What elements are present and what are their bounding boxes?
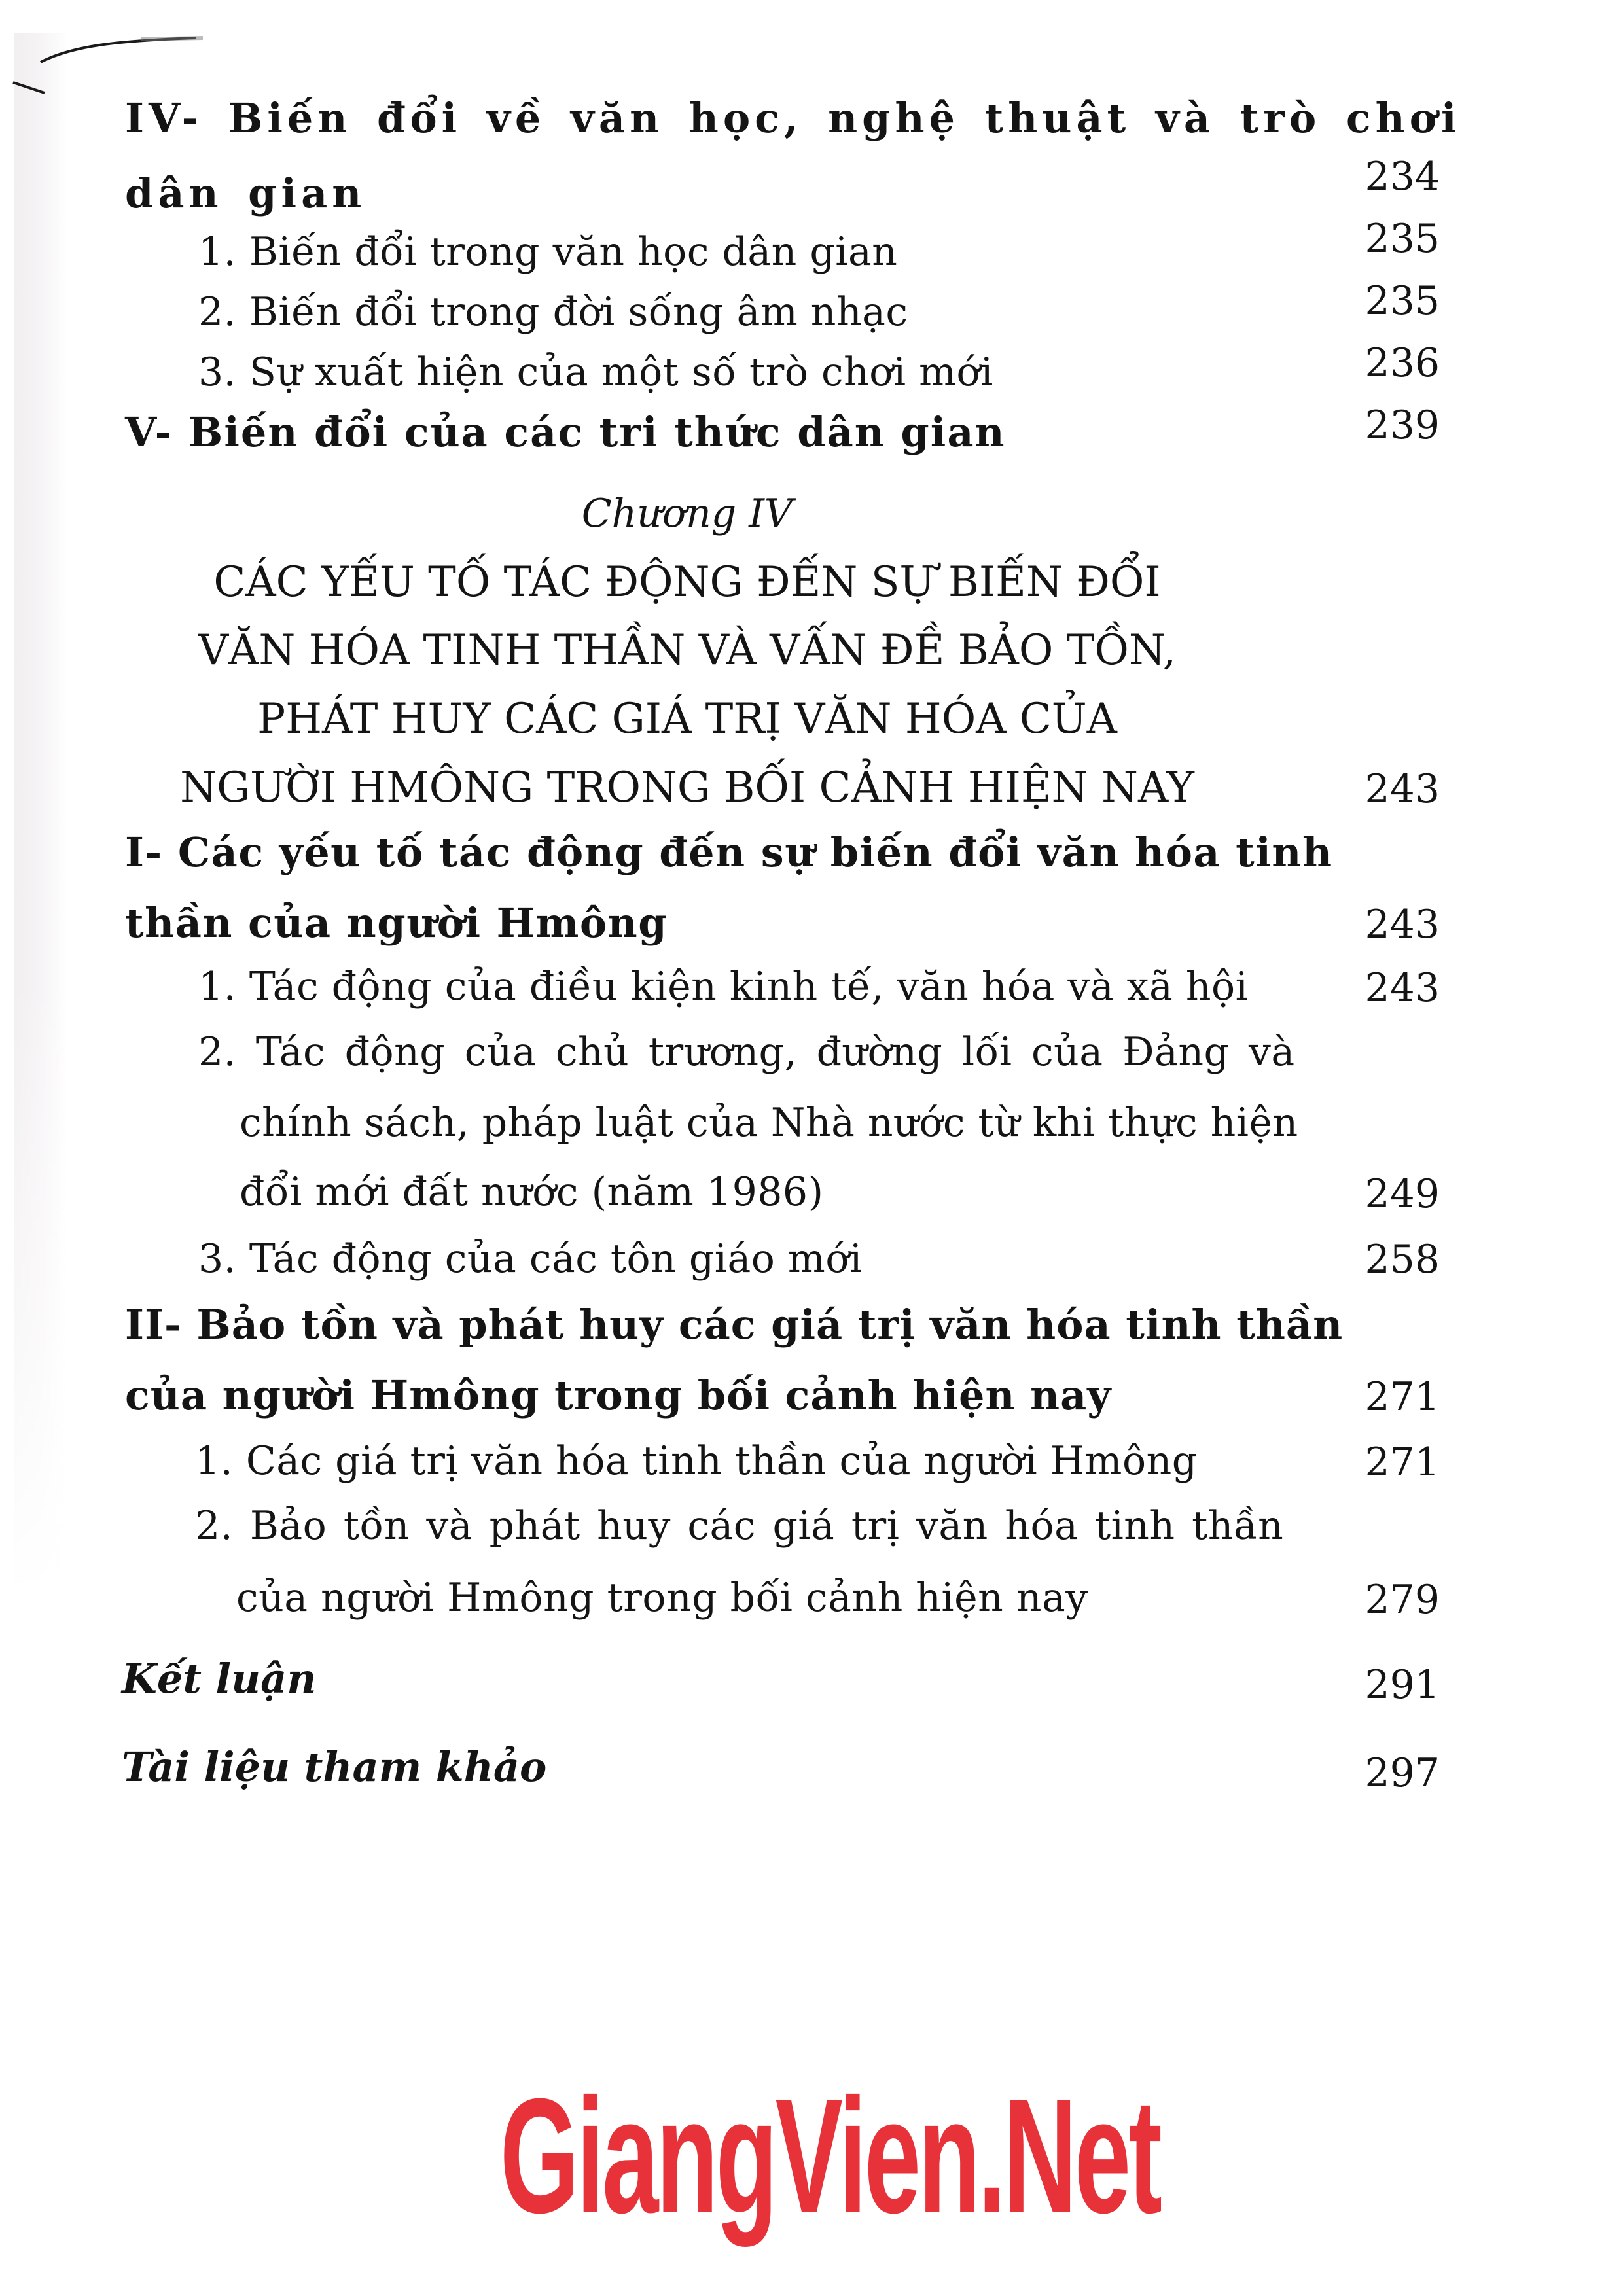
- toc-page-number: 236: [1364, 340, 1440, 386]
- toc-section-iv-title-line1[interactable]: IV- Biến đổi về văn học, nghệ thuật và trò chơi: [125, 94, 1461, 142]
- toc-page-number: 271: [1364, 1374, 1440, 1420]
- toc-section-v-title[interactable]: V- Biến đổi của các tri thức dân gian: [125, 408, 1006, 456]
- toc-item-i-1[interactable]: 1. Tác động của điều kiện kinh tế, văn hóa và xã hội: [198, 964, 1249, 1010]
- toc-page-number: 271: [1364, 1439, 1440, 1485]
- toc-section-i-title-line1[interactable]: I- Các yếu tố tác động đến sự biến đổi văn hóa tinh: [125, 828, 1333, 876]
- toc-section-iv-title-line2[interactable]: dân gian: [125, 169, 366, 217]
- toc-page-number: 279: [1364, 1577, 1440, 1623]
- chapter-title-line2[interactable]: VĂN HÓA TINH THẦN VÀ VẤN ĐỀ BẢO TỒN,: [198, 626, 1177, 675]
- watermark-logo: GiangVien.Net: [500, 2064, 1160, 2247]
- chapter-title-line3[interactable]: PHÁT HUY CÁC GIÁ TRỊ VĂN HÓA CỦA: [257, 695, 1117, 743]
- toc-section-i-title-line2[interactable]: thần của người Hmông: [125, 899, 668, 947]
- chapter-title-line1[interactable]: CÁC YẾU TỐ TÁC ĐỘNG ĐẾN SỰ BIẾN ĐỔI: [213, 558, 1161, 607]
- toc-item-ii-2-line1[interactable]: 2. Bảo tồn và phát huy các giá trị văn hóa tinh thần: [195, 1503, 1284, 1549]
- toc-page-number: 258: [1364, 1237, 1440, 1282]
- toc-section-ii-title-line2[interactable]: của người Hmông trong bối cảnh hiện nay: [125, 1371, 1112, 1419]
- toc-page-number: 235: [1364, 278, 1440, 324]
- toc-page-number: 239: [1364, 402, 1440, 448]
- toc-page-number: 297: [1364, 1750, 1440, 1796]
- toc-references[interactable]: Tài liệu tham khảo: [122, 1743, 547, 1791]
- toc-page-number: 291: [1364, 1662, 1440, 1708]
- toc-section-ii-title-line1[interactable]: II- Bảo tồn và phát huy các giá trị văn hóa tinh thần: [125, 1301, 1344, 1349]
- toc-page-number: 243: [1364, 766, 1440, 812]
- toc-item-ii-1[interactable]: 1. Các giá trị văn hóa tinh thần của người Hmông: [195, 1438, 1198, 1484]
- toc-item-ii-2-line2[interactable]: của người Hmông trong bối cảnh hiện nay: [236, 1575, 1088, 1621]
- toc-item-iv-1[interactable]: 1. Biến đổi trong văn học dân gian: [198, 229, 898, 275]
- toc-page-number: 249: [1364, 1171, 1440, 1217]
- toc-item-i-2-line3[interactable]: đổi mới đất nước (năm 1986): [240, 1169, 824, 1215]
- toc-item-i-2-line2[interactable]: chính sách, pháp luật của Nhà nước từ khi thực hiện: [240, 1100, 1298, 1146]
- toc-page-number: 243: [1364, 902, 1440, 947]
- chapter-label: Chương IV: [581, 491, 793, 537]
- chapter-title-line4[interactable]: NGƯỜI HMÔNG TRONG BỐI CẢNH HIỆN NAY: [180, 764, 1194, 812]
- toc-item-iv-3[interactable]: 3. Sự xuất hiện của một số trò chơi mới: [198, 349, 993, 395]
- toc-item-iv-2[interactable]: 2. Biến đổi trong đời sống âm nhạc: [198, 289, 908, 335]
- toc-conclusion[interactable]: Kết luận: [122, 1655, 317, 1703]
- toc-page-number: 243: [1364, 965, 1440, 1011]
- toc-item-i-3[interactable]: 3. Tác động của các tôn giáo mới: [198, 1236, 863, 1282]
- toc-item-i-2-line1[interactable]: 2. Tác động của chủ trương, đường lối của Đảng và: [198, 1029, 1295, 1075]
- toc-page-number: 235: [1364, 216, 1440, 262]
- toc-page-number: 234: [1364, 154, 1440, 200]
